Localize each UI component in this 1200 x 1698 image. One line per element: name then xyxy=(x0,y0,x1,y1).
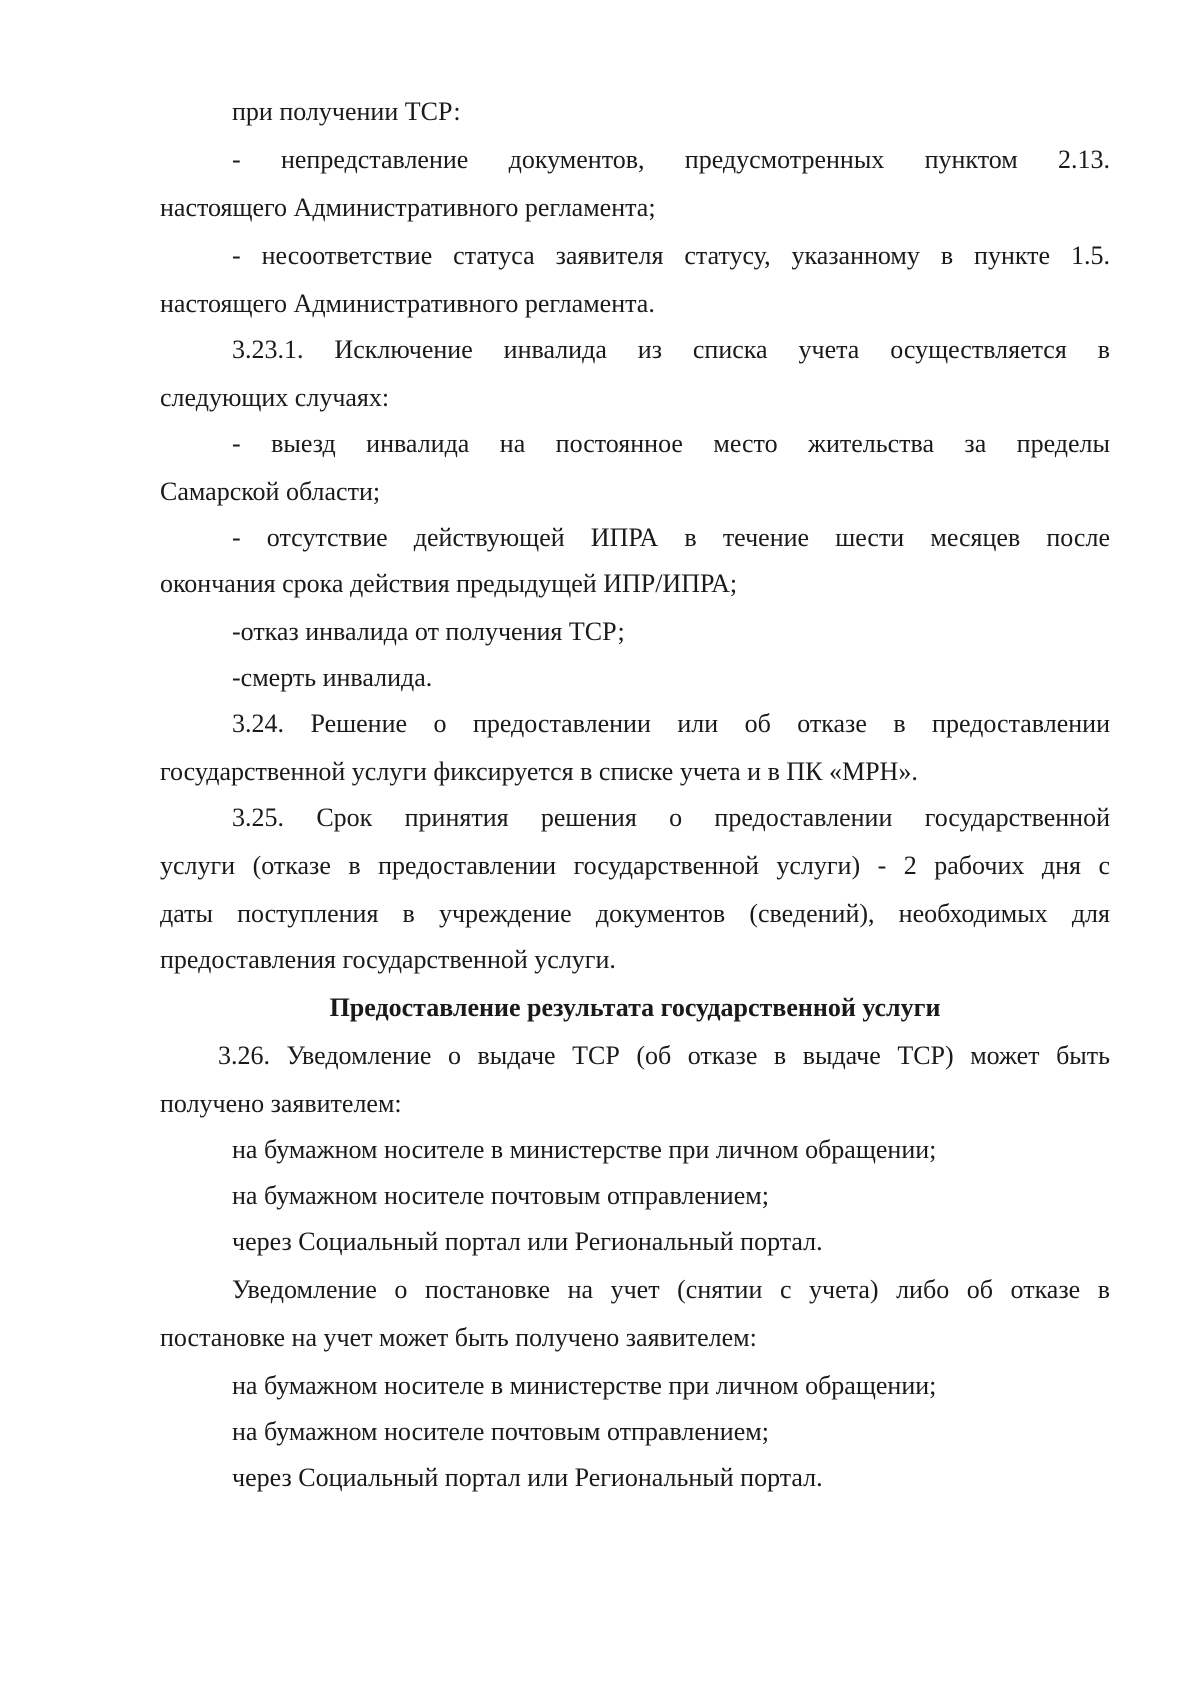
text-line-28: на бумажном носителе почтовым отправлением; xyxy=(232,1417,769,1446)
text-line-29: через Социальный портал или Региональный портал. xyxy=(232,1463,823,1492)
text-line-13: -смерть инвалида. xyxy=(232,663,433,692)
text-line-19: предоставления государственной услуги. xyxy=(160,945,616,974)
text-line-21: получено заявителем: xyxy=(160,1089,402,1118)
text-line-06: 3.23.1. Исключение инвалида из списка учета осуществляется в xyxy=(232,335,1110,364)
text-line-15: государственной услуги фиксируется в списке учета и в ПК «МРН». xyxy=(160,757,918,786)
text-line-22: на бумажном носителе в министерстве при личном обращении; xyxy=(232,1135,937,1164)
text-line-04: - несоответствие статуса заявителя статусу, указанному в пункте 1.5. xyxy=(232,241,1110,270)
text-line-03: настоящего Административного регламента; xyxy=(160,193,656,222)
text-line-20: 3.26. Уведомление о выдаче ТСР (об отказе в выдаче ТСР) может быть xyxy=(218,1041,1110,1070)
text-line-25: Уведомление о постановке на учет (снятии с учета) либо об отказе в xyxy=(232,1275,1110,1304)
text-line-09: Самарской области; xyxy=(160,477,381,506)
text-line-17: услуги (отказе в предоставлении государственной услуги) - 2 рабочих дня с xyxy=(160,851,1110,880)
text-line-23: на бумажном носителе почтовым отправлением; xyxy=(232,1181,769,1210)
text-line-14: 3.24. Решение о предоставлении или об отказе в предоставлении xyxy=(232,709,1110,738)
text-line-18: даты поступления в учреждение документов (сведений), необходимых для xyxy=(160,899,1110,928)
text-line-01: при получении ТСР: xyxy=(232,97,461,126)
text-line-10: - отсутствие действующей ИПРА в течение шести месяцев после xyxy=(232,523,1110,552)
text-line-26: постановке на учет может быть получено заявителем: xyxy=(160,1323,757,1352)
text-line-07: следующих случаях: xyxy=(160,383,390,412)
text-line-24: через Социальный портал или Региональный портал. xyxy=(232,1227,823,1256)
text-line-27: на бумажном носителе в министерстве при личном обращении; xyxy=(232,1371,937,1400)
text-line-16: 3.25. Срок принятия решения о предоставлении государственной xyxy=(232,803,1110,832)
text-line-08: - выезд инвалида на постоянное место жительства за пределы xyxy=(232,429,1110,458)
section-heading: Предоставление результата государственной услуги xyxy=(329,993,941,1022)
text-line-12: -отказ инвалида от получения ТСР; xyxy=(232,617,625,646)
text-line-05: настоящего Административного регламента. xyxy=(160,289,655,318)
text-line-02: - непредставление документов, предусмотренных пунктом 2.13. xyxy=(232,145,1110,174)
text-line-11: окончания срока действия предыдущей ИПР/ИПРА; xyxy=(160,569,738,598)
